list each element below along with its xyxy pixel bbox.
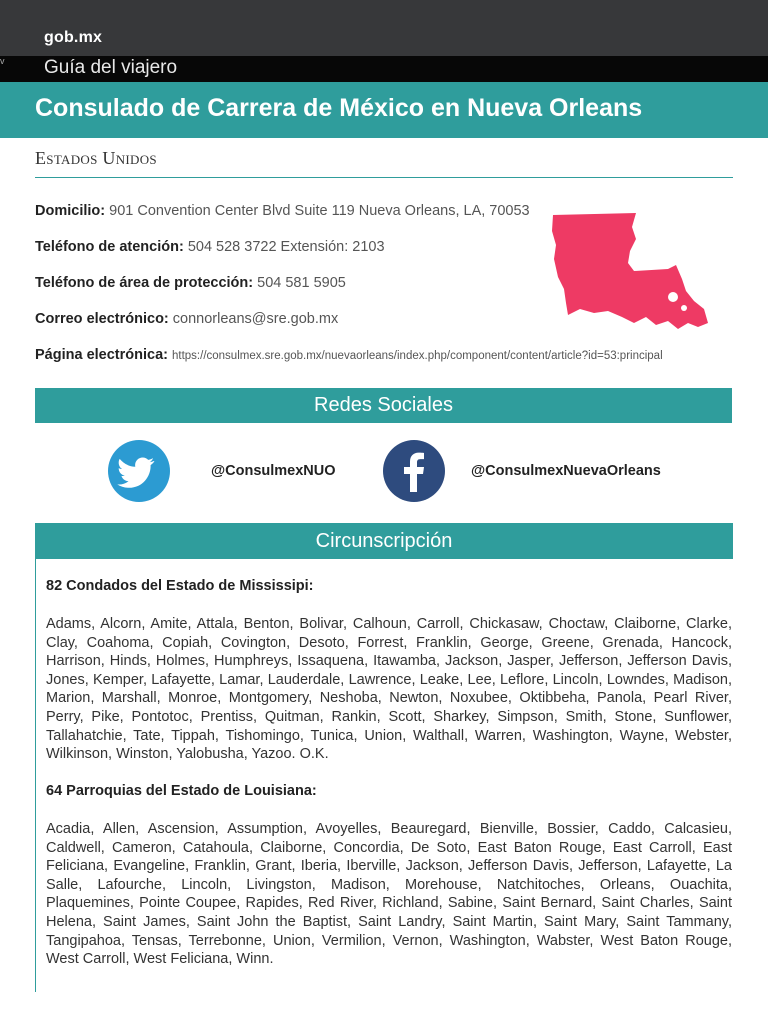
email-link[interactable]: connorleans@sre.gob.mx	[172, 311, 339, 327]
social-heading: Redes Sociales	[35, 388, 732, 423]
email-label: Correo electrónico:	[35, 311, 169, 327]
email-row	[35, 311, 338, 327]
phone-row	[35, 239, 385, 255]
guide-title: Guía del viajero	[44, 57, 178, 78]
phone-value[interactable]: 504 528 3722 Extensión: 2103	[187, 239, 385, 255]
divider	[35, 177, 733, 178]
web-label: Página electrónica:	[35, 347, 168, 363]
circunscripcion-heading: Circunscripción	[35, 523, 733, 559]
web-row	[35, 347, 663, 363]
louisiana-shape	[552, 213, 708, 329]
facebook-icon[interactable]	[383, 440, 445, 502]
facebook-handle[interactable]: @ConsulmexNuevaOrleans	[471, 463, 661, 479]
address-row	[35, 203, 530, 219]
protection-value[interactable]: 504 581 5905	[257, 275, 346, 291]
phone-label: Teléfono de atención:	[35, 239, 184, 255]
page-title: Consulado de Carrera de México en Nueva Orleans	[35, 94, 643, 122]
twitter-handle[interactable]: @ConsulmexNUO	[211, 463, 336, 479]
louisiana-parishes: Acadia, Allen, Ascension, Assumption, Avoyelles, Beauregard, Bienville, Bossier, Caddo, Calcasieu, Caldwell, Cameron, Catahoula, Claiborne, Concordia, De Soto, East Baton Rouge, East Carroll, East Feliciana, Evangeline, Franklin, Grant, Iberia, Iberville, Jackson, Jefferson Davis, Jefferson, Lafayette, La Salle, Lafourche, Lincoln, Livingston, Madison, Morehouse, Natchitoches, Orleans, Ouachita, Plaquemines, Pointe Coupee, Rapides, Red River, Richland, Sabine, Saint Bernard, Saint Charles, Saint Helena, Saint James, Saint John the Baptist, Saint Landry, Saint Martin, Saint Mary, Saint Tammany, Tangipahoa, Tensas, Terrebonne, Union, Vermilion, Vernon, Washington, Wabster, West Baton Rouge, West Carroll, West Feliciana, Winn.	[46, 821, 732, 968]
twitter-icon[interactable]	[108, 440, 170, 502]
mississippi-title: 82 Condados del Estado de Mississipi:	[46, 578, 314, 594]
brand-logo[interactable]: gob.mx	[44, 29, 103, 46]
lake-borgne	[681, 305, 687, 311]
address-value: 901 Convention Center Blvd Suite 119 Nueva Orleans, LA, 70053	[109, 203, 530, 219]
mississippi-counties: Adams, Alcorn, Amite, Attala, Benton, Bolivar, Calhoun, Carroll, Chickasaw, Choctaw, Claiborne, Clarke, Clay, Coahoma, Copiah, Covington, Desoto, Forrest, Franklin, George, Greene, Grenada, Hancock, Harrison, Hinds, Holmes, Humphreys, Issaquena, Itawamba, Jackson, Jasper, Jefferson, Jefferson Davis, Jones, Kemper, Lafayette, Lamar, Lauderdale, Lawrence, Leake, Lee, Leflore, Lincoln, Lowndes, Madison, Marion, Marshall, Monroe, Montgomery, Neshoba, Newton, Noxubee, Oktibbeha, Panola, Pearl River, Perry, Pike, Pontotoc, Prentiss, Quitman, Rankin, Scott, Sharkey, Simpson, Smith, Stone, Sunflower, Tallahatchie, Tate, Tippah, Tishomingo, Tunica, Union, Walthall, Warren, Washington, Wayne, Webster, Wilkinson, Winston, Yalobusha, Yazoo. O.K.	[46, 616, 732, 763]
lake-pontchartrain	[668, 292, 678, 302]
top-bar	[0, 0, 768, 56]
louisiana-title: 64 Parroquias del Estado de Louisiana:	[46, 783, 317, 799]
circ-border	[35, 558, 36, 992]
louisiana-map	[548, 205, 710, 335]
address-label: Domicilio:	[35, 203, 106, 219]
protection-row	[35, 275, 346, 291]
corner-mark: v	[0, 56, 5, 66]
web-link[interactable]: https://consulmex.sre.gob.mx/nuevaorleans/index.php/component/content/article?id=53:principal	[172, 350, 663, 362]
protection-label: Teléfono de área de protección:	[35, 275, 254, 291]
country-heading: Estados Unidos	[35, 148, 157, 168]
